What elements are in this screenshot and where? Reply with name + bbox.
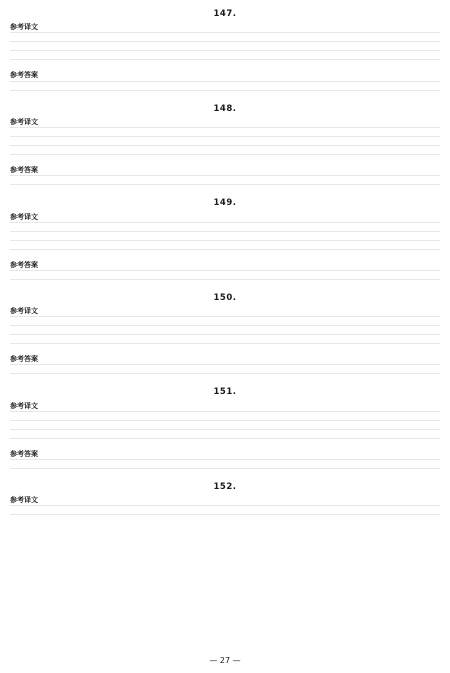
text-lines [10, 222, 440, 258]
translation-block [10, 117, 440, 163]
section-title: 152. [213, 481, 237, 492]
section-151 [10, 386, 440, 477]
text-lines [10, 459, 440, 477]
text-lines [10, 411, 440, 447]
translation-label: 参考译文 [10, 307, 38, 316]
text-lines [10, 175, 440, 193]
answers-block [10, 449, 440, 477]
translation-block [10, 401, 440, 447]
answers-label: 参考答案 [10, 449, 38, 458]
answers-label: 参考答案 [10, 260, 38, 269]
text-lines [10, 270, 440, 288]
section-title: 149. [213, 198, 237, 209]
text-lines [10, 364, 440, 382]
answers-label: 参考答案 [10, 71, 38, 80]
translation-label: 参考译文 [10, 23, 38, 32]
section-title: 150. [213, 292, 237, 303]
text-lines [10, 316, 440, 352]
section-152 [10, 481, 440, 523]
section-title: 151. [213, 387, 237, 398]
answers-block [10, 70, 440, 98]
answers-block [10, 354, 440, 382]
section-title: 147. [213, 9, 237, 19]
section-149 [10, 197, 440, 288]
text-lines [10, 32, 440, 68]
answers-label: 参考答案 [10, 166, 38, 175]
text-lines [10, 505, 440, 523]
translation-label: 参考译文 [10, 496, 38, 505]
answers-label: 参考答案 [10, 355, 38, 364]
translation-block [10, 495, 440, 523]
section-148 [10, 103, 440, 194]
text-lines [10, 81, 440, 99]
translation-label: 参考译文 [10, 117, 38, 126]
translation-label: 参考译文 [10, 401, 38, 410]
page-number: — 27 — [209, 656, 241, 666]
translation-label: 参考译文 [10, 212, 38, 221]
section-title: 148. [213, 103, 237, 114]
section-147 [10, 8, 440, 99]
answers-block [10, 260, 440, 288]
text-lines [10, 127, 440, 163]
translation-block [10, 306, 440, 352]
section-150 [10, 292, 440, 383]
translation-block [10, 22, 440, 68]
answers-block [10, 165, 440, 193]
translation-block [10, 212, 440, 258]
